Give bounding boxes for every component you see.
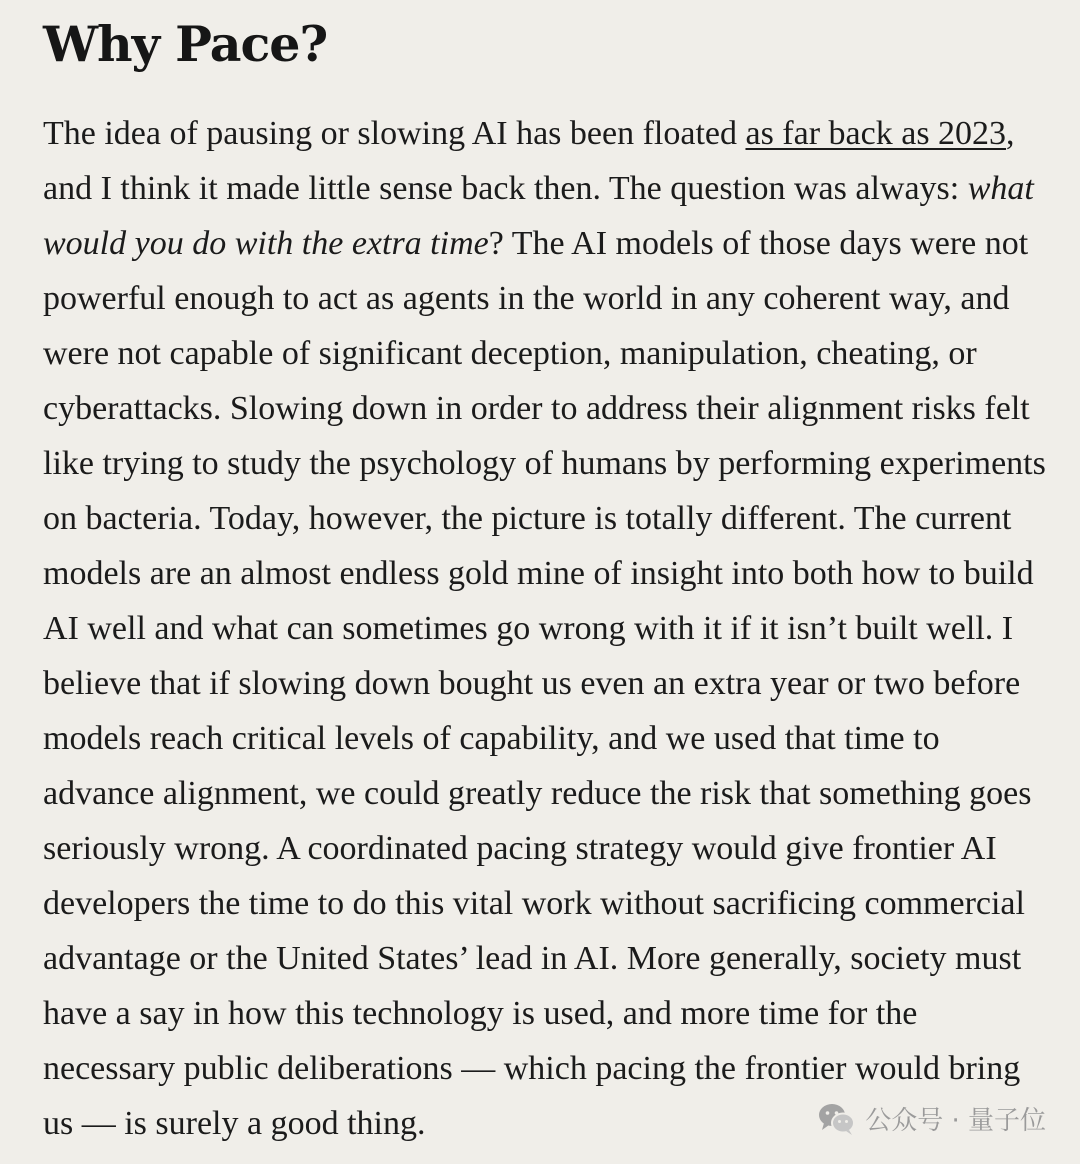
paragraph-rest: ? The AI models of those days were not powerful enough to act as agents in the world in any coherent way, and were not capable of significant deception, manipulation, cheating, or cyberattacks. Slowing down in order to address their alignment risks felt like trying to study the psychology of humans by performing experiments on bacteria. Today, however, the picture is totally different. The current models are an almost endless gold mine of insight into both how to build AI well and what can sometimes go wrong with it if it isn’t built well. I believe that if slowing down bought us even an extra year or two before models reach critical levels of capability, and we used that time to advance alignment, we could greatly reduce the risk that something goes seriously wrong. A coordinated pacing strategy would give frontier AI developers the time to do this vital work without sacrificing commercial advantage or the United States’ lead in AI. More generally, society must have a say in how this technology is used, and more time for the necessary public deliberations — which pacing the frontier would bring us — is surely a good thing. [43, 225, 1046, 1142]
article [43, 0, 1053, 1151]
section-heading: Why Pace? [43, 15, 328, 73]
wechat-icon [817, 1102, 857, 1136]
paragraph-intro: The idea of pausing or slowing AI has been floated [43, 115, 746, 152]
paragraph-after-link: , and I think it made little sense back then. The question was always: [43, 115, 1015, 207]
watermark [817, 1100, 1046, 1137]
body-paragraph [43, 106, 1053, 1151]
inline-link-2023[interactable]: as far back as 2023 [745, 115, 1007, 152]
emphasized-question: what would you do with the extra time [43, 170, 1034, 262]
watermark-text: 公众号 · 量子位 [865, 1106, 1046, 1136]
